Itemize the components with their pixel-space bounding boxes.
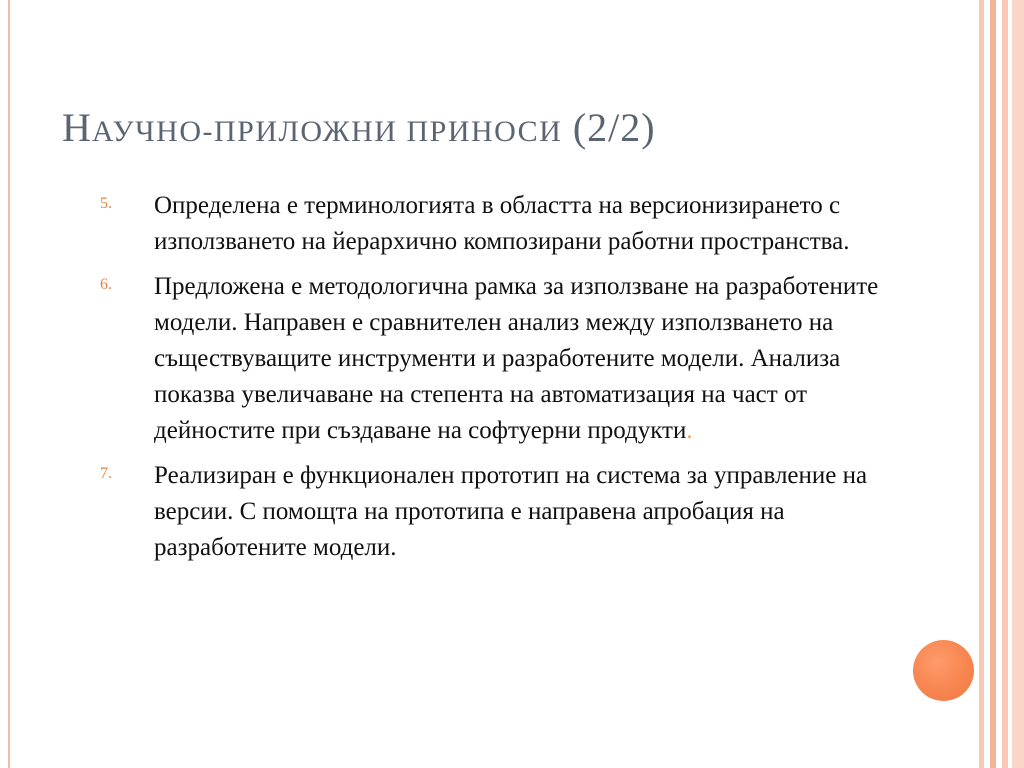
item-text: Реализиран е функционален прототип на система за управление на версии. С помощта на прототипа е направена апробация на разработените модели. xyxy=(154,462,868,561)
item-trailing-dot: . xyxy=(686,417,693,444)
item-text: Определена е терминологията в областта на версионизирането с използването на йерархично композирани работни пространства. xyxy=(154,192,850,255)
item-text: Предложена е методологична рамка за използване на разработените модели. Направен е сравнителен анализ между използването на съществуващите инструменти и разработените модели. Анализа показва увеличаване на степента на автоматизация на част от дейностите при създаване на софтуерни продукти xyxy=(154,273,879,444)
left-frame-line xyxy=(8,0,10,768)
title-suffix: (2/2) xyxy=(572,105,656,150)
decor-stripe xyxy=(990,0,996,768)
list-item xyxy=(100,269,890,449)
title-main: АУЧНО-ПРИЛОЖНИ ПРИНОСИ xyxy=(91,115,563,148)
list-item xyxy=(100,458,890,566)
decor-stripe xyxy=(979,0,984,768)
item-text-wrapper xyxy=(154,269,890,449)
item-number: 6. xyxy=(100,276,112,293)
item-number: 5. xyxy=(100,195,112,212)
contributions-list xyxy=(100,188,890,575)
slide-title xyxy=(62,104,656,151)
decor-stripe xyxy=(1012,0,1024,768)
decor-stripe xyxy=(1002,0,1008,768)
title-initial: Н xyxy=(62,105,92,150)
item-number: 7. xyxy=(100,465,112,482)
list-item xyxy=(100,188,890,260)
decorative-orb xyxy=(913,640,974,701)
